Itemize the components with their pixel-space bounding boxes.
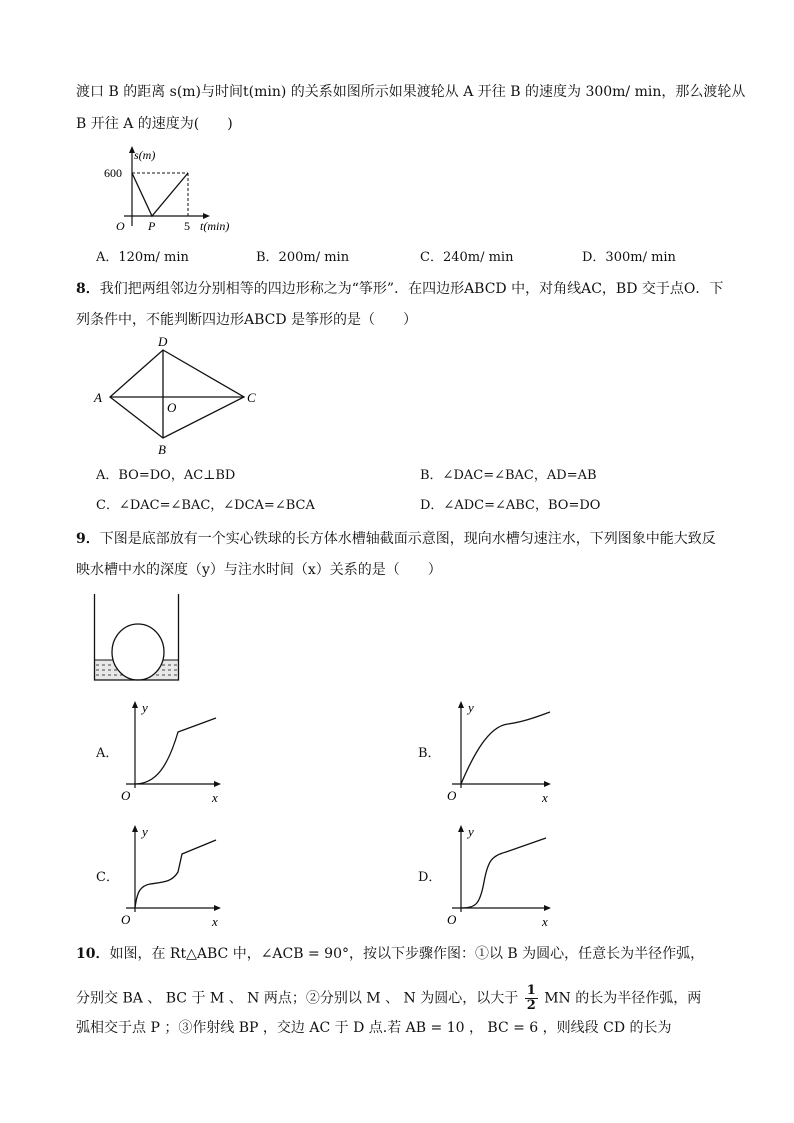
q8-vertex-c: C — [247, 390, 256, 405]
q7-option-c[interactable]: C．240m/ min — [420, 250, 514, 265]
q9-d-x-label: x — [542, 914, 548, 929]
q10-line1: 如图，在 Rt△ABC 中，∠ACB = 90°，按以下步骤作图：①以 B 为圆心，任意长为半径作弧， — [109, 946, 705, 962]
q7-origin: O — [116, 219, 125, 233]
q8-vertex-b: B — [158, 442, 166, 457]
q9-graph-c[interactable] — [116, 820, 228, 930]
q7-text-line1: 渡口 B 的距离 s(m)与时间t(min) 的关系如图所示如果渡轮从 A 开往 B 的速度为 300m/ min，那么渡轮从 — [76, 84, 746, 100]
q9-option-a[interactable]: A． — [96, 746, 119, 761]
q9-b-y-label: y — [468, 700, 474, 715]
q10-line2-part2: MN 的长为半径作弧，两 — [544, 990, 702, 1007]
q9-graph-a[interactable] — [116, 696, 228, 806]
q9-b-origin: O — [447, 788, 457, 803]
q10-line2-part1: 分别交 BA 、 BC 于 M 、 N 两点；②分别以 M 、 N 为圆心，以大于 — [76, 990, 519, 1007]
q9-a-y-label: y — [142, 700, 148, 715]
q8-option-b[interactable]: B．∠DAC=∠BAC，AD=AB — [420, 468, 597, 483]
q8-option-c[interactable]: C．∠DAC=∠BAC，∠DCA=∠BCA — [96, 498, 315, 513]
q10-text-line2 — [76, 984, 701, 1013]
q9-text-line1 — [76, 529, 716, 549]
q7-y-tick: 600 — [104, 166, 122, 180]
q7-option-a[interactable]: A．120m/ min — [96, 250, 189, 265]
q9-option-c[interactable]: C． — [96, 870, 119, 885]
q8-vertex-d: D — [158, 334, 168, 349]
q7-y-axis-label: s(m) — [134, 148, 156, 162]
q9-text-line2: 映水槽中水的深度（y）与注水时间（x）关系的是（ ） — [76, 562, 442, 578]
q10-fraction — [525, 984, 538, 1013]
q9-c-origin: O — [121, 912, 131, 927]
q9-option-b[interactable]: B． — [418, 746, 441, 761]
q10-fraction-numerator: 1 — [526, 983, 536, 998]
q9-option-d[interactable]: D． — [418, 870, 442, 885]
q9-graph-d[interactable] — [442, 820, 558, 930]
q8-kite-figure — [88, 334, 268, 460]
q9-graph-b[interactable] — [442, 696, 558, 806]
q8-option-a[interactable]: A．BO=DO，AC⊥BD — [96, 468, 236, 483]
q9-d-y-label: y — [468, 824, 474, 839]
q9-line1: 下图是底部放有一个实心铁球的长方体水槽轴截面示意图，现向水槽匀速注水，下列图象中能大致反 — [99, 531, 716, 547]
q9-water-tank-diagram — [90, 592, 184, 684]
q9-a-origin: O — [121, 788, 131, 803]
q8-vertex-a: A — [94, 390, 102, 405]
q10-fraction-denominator: 2 — [526, 998, 536, 1013]
q8-line1: 我们把两组邻边分别相等的四边形称之为“筝形”．在四边形ABCD 中，对角线AC，BD 交于点O．下 — [99, 281, 724, 297]
q10-number: 10． — [76, 946, 110, 962]
q9-c-x-label: x — [212, 914, 218, 929]
q7-p-label: P — [148, 219, 156, 233]
q8-number: 8． — [76, 281, 100, 297]
q8-text-line1 — [76, 279, 723, 299]
q7-graph — [100, 142, 250, 240]
q7-option-b[interactable]: B．200m/ min — [256, 250, 350, 265]
q10-text-line3: 弧相交于点 P ；③作射线 BP ，交边 AC 于 D 点.若 AB = 10 ， BC = 6 ，则线段 CD 的长为 — [76, 1020, 672, 1036]
q8-center-o: O — [167, 400, 177, 415]
q7-x-axis-label: t(min) — [200, 219, 230, 233]
q8-option-d[interactable]: D．∠ADC=∠ABC，BO=DO — [420, 498, 601, 513]
q7-option-d[interactable]: D．300m/ min — [582, 250, 676, 265]
q10-text-line1 — [76, 944, 704, 964]
q9-d-origin: O — [447, 912, 457, 927]
q8-text-line2: 列条件中，不能判断四边形ABCD 是筝形的是（ ） — [76, 312, 418, 328]
q9-number: 9． — [76, 531, 100, 547]
q7-text-line2: B 开往 A 的速度为( ) — [76, 116, 233, 132]
q9-b-x-label: x — [542, 790, 548, 805]
q9-c-y-label: y — [142, 824, 148, 839]
q9-a-x-label: x — [212, 790, 218, 805]
q7-x-tick: 5 — [184, 219, 190, 233]
